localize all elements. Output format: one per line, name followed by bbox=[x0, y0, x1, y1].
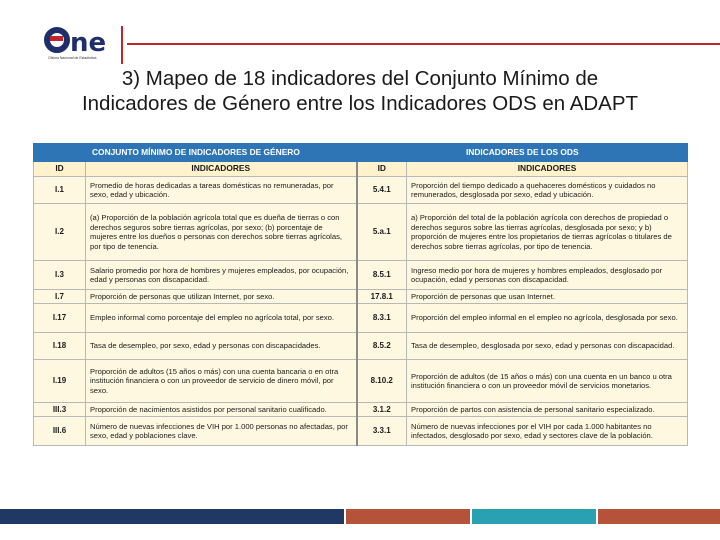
left-indicator-text: Empleo informal como porcentaje del empleo no agrícola total, por sexo. bbox=[86, 304, 357, 333]
band-minimum-set: CONJUNTO MÍNIMO DE INDICADORES DE GÉNERO bbox=[34, 144, 357, 162]
table-row bbox=[34, 261, 688, 290]
left-indicator-id: III.6 bbox=[34, 417, 86, 446]
left-indicator-text: Número de nuevas infecciones de VIH por 1.000 personas no afectadas, por sexo, edad y poblaciones clave. bbox=[86, 417, 357, 446]
header-horizontal-rule bbox=[127, 43, 720, 45]
footer-segment-rust-right bbox=[598, 509, 720, 524]
ods-indicator-id: 3.3.1 bbox=[357, 417, 407, 446]
ods-indicator-id: 8.10.2 bbox=[357, 360, 407, 403]
ods-indicator-text: Tasa de desempleo, desglosada por sexo, edad y personas con discapacidad. bbox=[407, 333, 688, 360]
ods-indicator-id: 3.1.2 bbox=[357, 403, 407, 417]
col-header-indicators-left: INDICADORES bbox=[86, 162, 357, 177]
ods-indicator-text: Proporción de adultos (de 15 años o más) con una cuenta en un banco u otra institución financiera o con un proveedor móvil de servicios monetarios. bbox=[407, 360, 688, 403]
title-line-2: Indicadores de Género entre los Indicadores ODS en ADAPT bbox=[81, 92, 639, 115]
one-logo bbox=[44, 24, 118, 64]
table-row bbox=[34, 204, 688, 261]
page-title bbox=[20, 66, 700, 116]
left-indicator-text: Proporción de personas que utilizan Internet, por sexo. bbox=[86, 290, 357, 304]
left-indicator-id: I.2 bbox=[34, 204, 86, 261]
left-indicator-id: I.3 bbox=[34, 261, 86, 290]
ods-indicator-id: 17.8.1 bbox=[357, 290, 407, 304]
indicator-mapping-table bbox=[33, 143, 687, 455]
left-indicator-id: III.3 bbox=[34, 403, 86, 417]
ods-indicator-id: 5.4.1 bbox=[357, 177, 407, 204]
table-row bbox=[34, 177, 688, 204]
one-logo-mark bbox=[44, 24, 118, 56]
table-row bbox=[34, 417, 688, 446]
left-indicator-text: (a) Proporción de la población agrícola total que es dueña de tierras o con derechos seguros sobre tierras agrícolas, por sexo; (b) porcentaje de mujeres entre los dueños o personas con derechos sobre tierras agrícolas, por tipo de tenencia. bbox=[86, 204, 357, 261]
left-indicator-text: Tasa de desempleo, por sexo, edad y personas con discapacidades. bbox=[86, 333, 357, 360]
ods-indicator-text: Proporción del empleo informal en el empleo no agrícola, desglosada por sexo. bbox=[407, 304, 688, 333]
col-header-id-right: ID bbox=[357, 162, 407, 177]
ods-indicator-id: 8.5.1 bbox=[357, 261, 407, 290]
col-header-indicators-right: INDICADORES bbox=[407, 162, 688, 177]
table-row bbox=[34, 290, 688, 304]
ods-indicator-text: Proporción de personas que usan Internet. bbox=[407, 290, 688, 304]
footer-segment-teal bbox=[472, 509, 596, 524]
band-ods-indicators: INDICADORES DE LOS ODS bbox=[357, 144, 688, 162]
header-vertical-rule bbox=[121, 26, 123, 64]
left-indicator-text: Proporción de adultos (15 años o más) con una cuenta bancaria o en otra institución financiera o con un proveedor de servicio de dinero móvil, por sexo. bbox=[86, 360, 357, 403]
logo-subtitle: Oficina Nacional de Estadística bbox=[48, 56, 97, 60]
ods-indicator-text: Proporción del tiempo dedicado a quehaceres domésticos y cuidados no remunerados, desglosada por sexo, edad y ubicación. bbox=[407, 177, 688, 204]
left-indicator-id: I.1 bbox=[34, 177, 86, 204]
ods-indicator-text: Ingreso medio por hora de mujeres y hombres empleados, desglosado por ocupación, edad y personas con discapacidad. bbox=[407, 261, 688, 290]
table-row bbox=[34, 360, 688, 403]
ods-indicator-id: 5.a.1 bbox=[357, 204, 407, 261]
ods-indicator-text: Proporción de partos con asistencia de personal sanitario especializado. bbox=[407, 403, 688, 417]
left-indicator-text: Proporción de nacimientos asistidos por personal sanitario cualificado. bbox=[86, 403, 357, 417]
left-indicator-id: I.7 bbox=[34, 290, 86, 304]
table-row bbox=[34, 304, 688, 333]
left-indicator-text: Salario promedio por hora de hombres y mujeres empleados, por ocupación, edad y personas con discapacidad. bbox=[86, 261, 357, 290]
left-indicator-text: Promedio de horas dedicadas a tareas domésticas no remuneradas, por sexo, edad y ubicación. bbox=[86, 177, 357, 204]
ods-indicator-id: 8.5.2 bbox=[357, 333, 407, 360]
svg-text:ne: ne bbox=[70, 28, 107, 56]
ods-indicator-text: Número de nuevas infecciones por el VIH por cada 1.000 habitantes no infectados, desglosado por sexo, edad y sectores clave de la población. bbox=[407, 417, 688, 446]
footer-segment-navy bbox=[0, 509, 344, 524]
title-line-1: 3) Mapeo de 18 indicadores del Conjunto Mínimo de bbox=[121, 67, 599, 90]
ods-indicator-text: a) Proporción del total de la población agrícola con derechos de propiedad o derechos seguros sobre las tierras agrícolas, desglosada por sexo; y b) proporción de mujeres entre los propietarios de tierras agrícolas o titulares de derechos sobre tierras agrícolas, por tipo de tenencia. bbox=[407, 204, 688, 261]
ods-indicator-id: 8.3.1 bbox=[357, 304, 407, 333]
left-indicator-id: I.17 bbox=[34, 304, 86, 333]
footer-color-bar bbox=[0, 509, 720, 524]
table-row bbox=[34, 403, 688, 417]
col-header-id-left: ID bbox=[34, 162, 86, 177]
footer-segment-rust bbox=[346, 509, 470, 524]
left-indicator-id: I.19 bbox=[34, 360, 86, 403]
left-indicator-id: I.18 bbox=[34, 333, 86, 360]
table-row bbox=[34, 333, 688, 360]
